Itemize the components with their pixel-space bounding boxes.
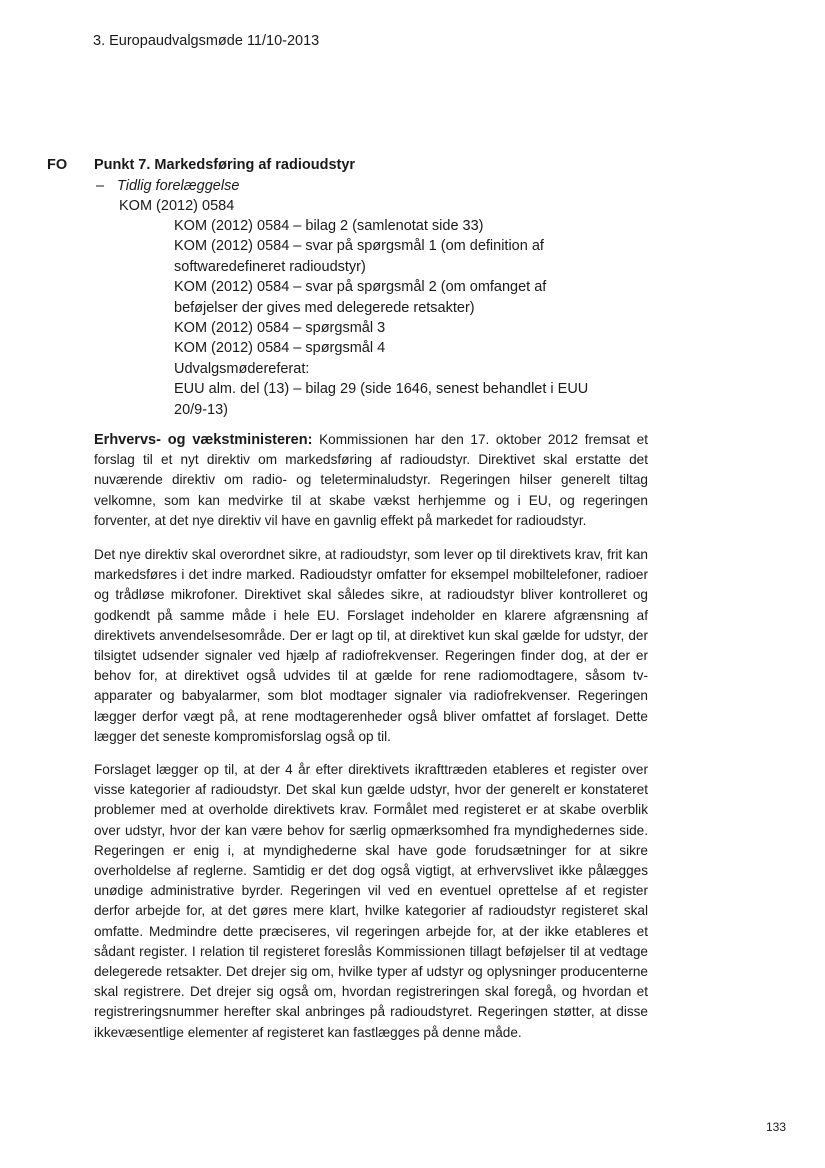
- paragraph-2: Det nye direktiv skal overordnet sikre, at radioudstyr, som lever op til direktivets krav, frit kan markedsføres i det indre marked. Radioudstyr omfatter for eksempel mobiltelefoner, radioer og trådløse mikrofoner. Direktivet skal således sikre, at radioudstyr bliver kontrolleret og godkendt på samme måde i hele EU. Forslaget indeholder en klarere afgrænsning af direktivets anvendelsesområde. Der er lagt op til, at direktivet kun skal gælde for udstyr, der tilsigtet udsender signaler ved hjælp af radiofrekvenser. Regeringen finder dog, at der er behov for, at direktivet også udvides til at gælde for rene radiomodtagere, såsom tv-apparater og babyalarmer, som blot modtager signaler via radiofrekvenser. Regeringen lægger derfor vægt på, at rene modtagerenheder også bliver omfattet af forslaget. Dette lægger det seneste kompromisforslag også op til.: [94, 547, 648, 744]
- kom-reference: KOM (2012) 0584: [119, 198, 235, 214]
- country-label: FO: [47, 157, 68, 173]
- reference-item: KOM (2012) 0584 – svar på spørgsmål 2 (om omfanget af beføjelser der gives med delegerede retsakter): [174, 279, 547, 316]
- reference-item: Udvalgsmødereferat:: [174, 360, 310, 377]
- paragraph-1: [94, 430, 648, 531]
- reference-item: EUU alm. del (13) – bilag 29 (side 1646, senest behandlet i EUU 20/9-13): [174, 381, 589, 418]
- reference-item: KOM (2012) 0584 – bilag 2 (samlenotat side 33): [174, 218, 484, 234]
- reference-item: KOM (2012) 0584 – spørgsmål 4: [174, 340, 386, 357]
- reference-item: KOM (2012) 0584 – spørgsmål 3: [174, 320, 386, 337]
- page-header: 3. Europaudvalgsmøde 11/10-2013: [93, 33, 320, 49]
- paragraph-1-text: Kommissionen har den 17. oktober 2012 fremsat et forslag til et nyt direktiv om markedsføring af radioudstyr. Direktivet skal erstatte det nuværende direktiv om radio- og teleterminaludstyr. Regeringen hilser generelt tiltag velkomne, som kan medvirke til at skabe vækst herhjemme og i EU, og regeringen forventer, at det nye direktiv vil have en gavnlig effekt på markedet for radioudstyr.: [94, 432, 648, 528]
- speaker-label: Erhvervs- og vækstministeren:: [94, 432, 313, 448]
- early-presentation-label: Tidlig forelæggelse: [117, 178, 240, 194]
- early-presentation-line: [96, 178, 239, 194]
- reference-item: KOM (2012) 0584 – svar på spørgsmål 1 (om definition af softwaredefineret radioudstyr): [174, 238, 544, 275]
- document-references: [174, 216, 594, 420]
- dash-marker: –: [96, 178, 105, 194]
- page-number: 133: [766, 1120, 787, 1134]
- paragraph-3: Forslaget lægger op til, at der 4 år efter direktivets ikrafttræden etableres et register over visse kategorier af radioudstyr. Det skal kun gælde udstyr, hvor der generelt er konstateret problemer med at overholde direktivets krav. Formålet med registeret er at skabe overblik over udstyr, hvor der kan være behov for særlig opmærksomhed fra myndighedernes side. Regeringen er enig i, at myndighederne skal have gode forudsætninger for at sikre overholdelse af reglerne. Samtidig er det dog også vigtigt, at erhvervslivet ikke pålægges unødige administrative byrder. Regeringen vil ved en eventuel oprettelse af et register derfor arbejde for, at det gøres mere klart, hvilke kategorier af radioudstyr registeret skal omfatte. Medmindre dette præciseres, vil regeringen arbejde for, at der ikke etableres et sådant register. I relation til registeret foreslås Kommissionen tillagt beføjelser til at vedtage delegerede retsakter. Det drejer sig om, hvilke typer af udstyr og oplysninger producenterne skal registrere. Det drejer sig også om, hvordan registreringen skal foregå, og hvordan et registreringsnummer herefter skal anbringes på radioudstyret. Regeringen støtter, at disse ikkevæsentlige elementer af registeret kan fastlægges på denne måde.: [94, 762, 648, 1040]
- agenda-item-title: Punkt 7. Markedsføring af radioudstyr: [94, 157, 356, 173]
